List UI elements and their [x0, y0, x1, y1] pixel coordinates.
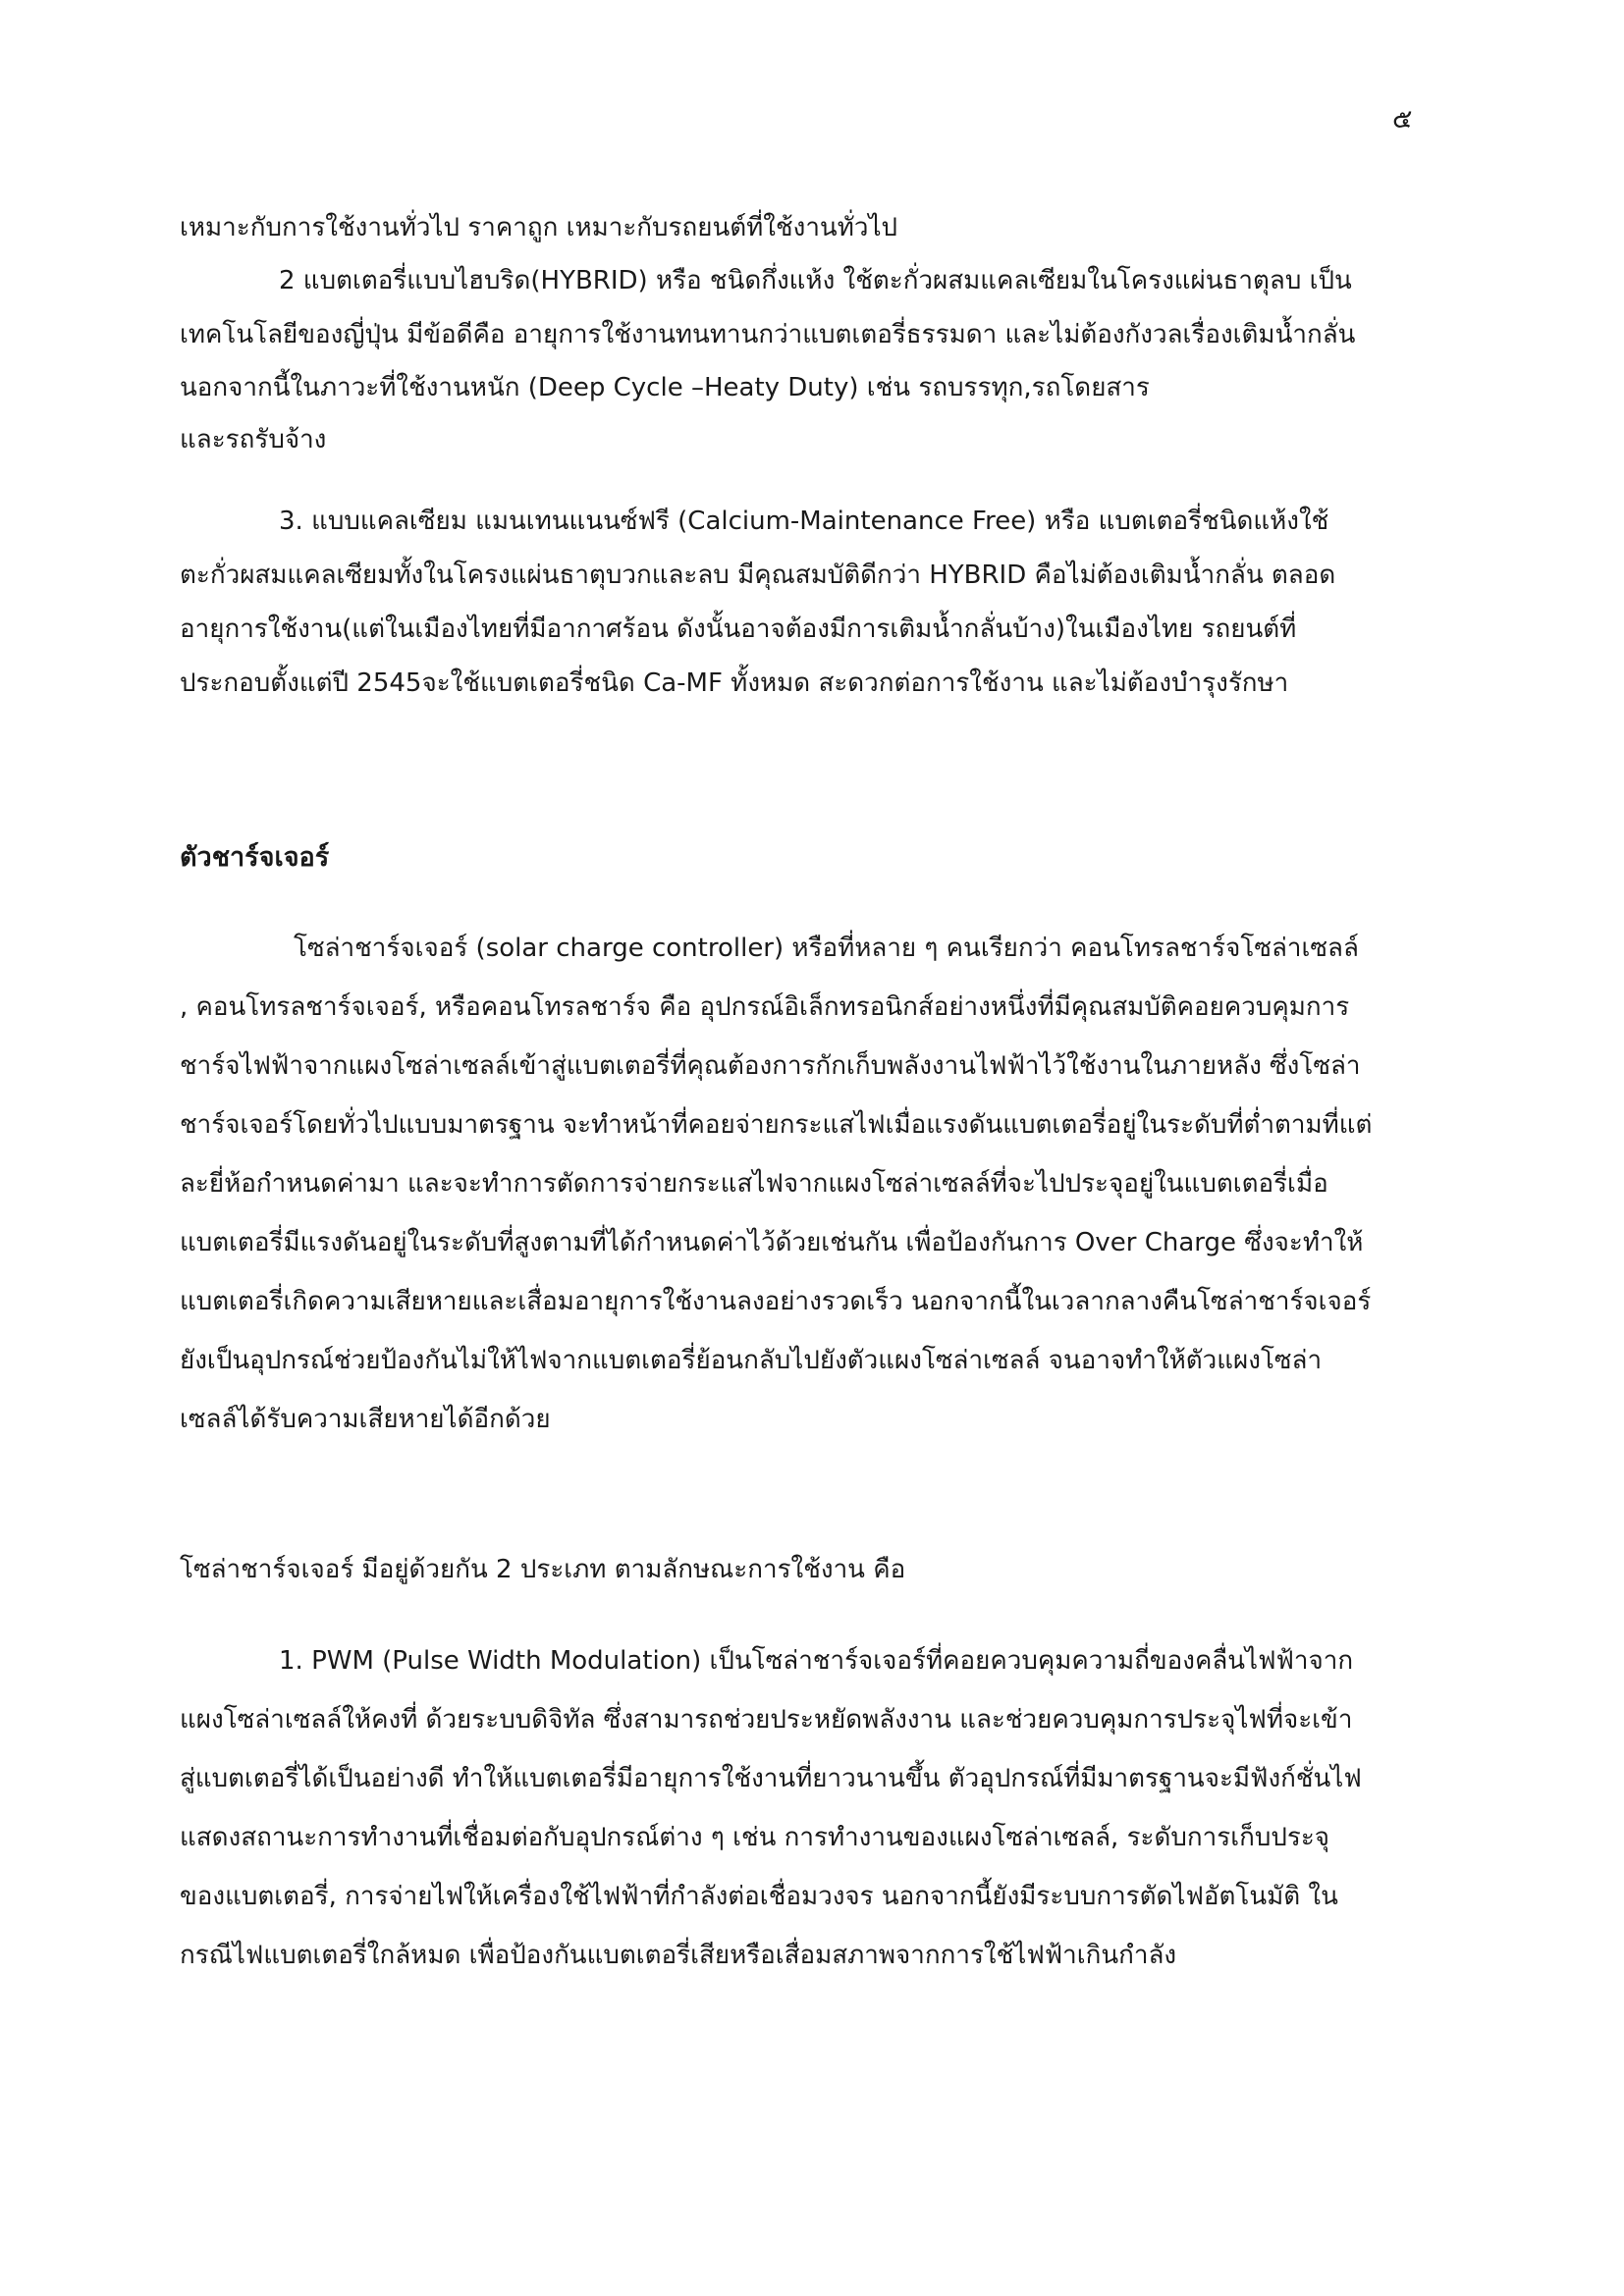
paragraph-line: และรถรับจ้าง	[180, 425, 327, 454]
section-heading: ตัวชาร์จเจอร์	[180, 842, 330, 873]
paragraph-line: ประกอบตั้งแต่ปี 2545จะใช้แบตเตอรี่ชนิด Ca-MF ทั้งหมด สะดวกต่อการใช้งาน และไม่ต้องบำรุงรักษา	[180, 668, 1289, 698]
paragraph-line: เหมาะกับการใช้งานทั่วไป ราคาถูก เหมาะกับรถยนต์ที่ใช้งานทั่วไป	[180, 213, 898, 242]
paragraph-line: ละยี่ห้อกำหนดค่ามา และจะทำการตัดการจ่ายกระแสไฟจากแผงโซล่าเซลล์ที่จะไปประจุอยู่ในแบตเตอรี่เมื่อ	[180, 1169, 1328, 1199]
paragraph-line: อายุการใช้งาน(แต่ในเมืองไทยที่มีอากาศร้อน ดังนั้นอาจต้องมีการเติมน้ำกลั่นบ้าง)ในเมืองไทย รถยนต์ที่	[180, 614, 1297, 644]
paragraph-line: , คอนโทรลชาร์จเจอร์, หรือคอนโทรลชาร์จ คือ อุปกรณ์อิเล็กทรอนิกส์อย่างหนึ่งที่มีคุณสมบัติคอยควบคุมการ	[180, 992, 1350, 1022]
paragraph-line: สู่แบตเตอรี่ได้เป็นอย่างดี ทำให้แบตเตอรี่มีอายุการใช้งานที่ยาวนานขึ้น ตัวอุปกรณ์ที่มีมาตรฐานจะมีฟังก์ชั่นไฟ	[180, 1764, 1362, 1793]
paragraph-line: ยังเป็นอุปกรณ์ช่วยป้องกันไม่ให้ไฟจากแบตเตอรี่ย้อนกลับไปยังตัวแผงโซล่าเซลล์ จนอาจทำให้ตัวแผงโซล่า	[180, 1346, 1323, 1375]
paragraph-line: แบตเตอรี่มีแรงดันอยู่ในระดับที่สูงตามที่ได้กำหนดค่าไว้ด้วยเช่นกัน เพื่อป้องกันการ Over Charge ซึ่งจะทำให้	[180, 1228, 1364, 1257]
paragraph-line: แบตเตอรี่เกิดความเสียหายและเสื่อมอายุการใช้งานลงอย่างรวดเร็ว นอกจากนี้ในเวลากลางคืนโซล่าชาร์จเจอร์	[180, 1287, 1372, 1316]
paragraph-line: ของแบตเตอรี่, การจ่ายไฟให้เครื่องใช้ไฟฟ้าที่กำลังต่อเชื่อมวงจร นอกจากนี้ยังมีระบบการตัดไฟอัตโนมัติ ใน	[180, 1882, 1338, 1911]
paragraph-line: ชาร์จเจอร์โดยทั่วไปแบบมาตรฐาน จะทำหน้าที่คอยจ่ายกระแสไฟเมื่อแรงดันแบตเตอรี่อยู่ในระดับที่ต่ำตามที่แต่	[180, 1110, 1373, 1140]
section-intro: โซล่าชาร์จเจอร์ มีอยู่ด้วยกัน 2 ประเภท ตามลักษณะการใช้งาน คือ	[180, 1555, 906, 1584]
paragraph-line: 3. แบบแคลเซียม แมนเทนแนนซ์ฟรี (Calcium-Maintenance Free) หรือ แบตเตอรี่ชนิดแห้งใช้	[279, 507, 1329, 536]
paragraph-line: กรณีไฟแบตเตอรี่ใกล้หมด เพื่อป้องกันแบตเตอรี่เสียหรือเสื่อมสภาพจากการใช้ไฟฟ้าเกินกำลัง	[180, 1941, 1177, 1970]
paragraph-line: ตะกั่วผสมแคลเซียมทั้งในโครงแผ่นธาตุบวกและลบ มีคุณสมบัติดีกว่า HYBRID คือไม่ต้องเติมน้ำกลั่น ตลอด	[180, 561, 1336, 590]
paragraph-line: เซลล์ได้รับความเสียหายได้อีกด้วย	[180, 1405, 551, 1434]
paragraph-line: นอกจากนี้ในภาวะที่ใช้งานหนัก (Deep Cycle –Heaty Duty) เช่น รถบรรทุก,รถโดยสาร	[180, 373, 1150, 402]
paragraph-line: โซล่าชาร์จเจอร์ (solar charge controller) หรือที่หลาย ๆ คนเรียกว่า คอนโทรลชาร์จโซล่าเซลล์	[294, 934, 1359, 963]
paragraph-line: เทคโนโลยีของญี่ปุ่น มีข้อดีคือ อายุการใช้งานทนทานกว่าแบตเตอรี่ธรรมดา และไม่ต้องกังวลเรื่องเติมน้ำกลั่น	[180, 320, 1356, 349]
paragraph-line: ชาร์จไฟฟ้าจากแผงโซล่าเซลล์เข้าสู่แบตเตอรี่ที่คุณต้องการกักเก็บพลังงานไฟฟ้าไว้ใช้งานในภายหลัง ซึ่งโซล่า	[180, 1051, 1361, 1081]
paragraph-line: 2 แบตเตอรี่แบบไฮบริด(HYBRID) หรือ ชนิดกึ่งแห้ง ใช้ตะกั่วผสมแคลเซียมในโครงแผ่นธาตุลบ เป็น	[279, 266, 1352, 295]
page-number: ๕	[1392, 104, 1413, 134]
paragraph-line: แสดงสถานะการทำงานที่เชื่อมต่อกับอุปกรณ์ต่าง ๆ เช่น การทำงานของแผงโซล่าเซลล์, ระดับการเก็บประจุ	[180, 1823, 1330, 1852]
paragraph-line: 1. PWM (Pulse Width Modulation) เป็นโซล่าชาร์จเจอร์ที่คอยควบคุมความถี่ของคลื่นไฟฟ้าจาก	[279, 1646, 1354, 1676]
paragraph-line: แผงโซล่าเซลล์ให้คงที่ ด้วยระบบดิจิทัล ซึ่งสามารถช่วยประหยัดพลังงาน และช่วยควบคุมการประจุไฟที่จะเข้า	[180, 1705, 1353, 1735]
